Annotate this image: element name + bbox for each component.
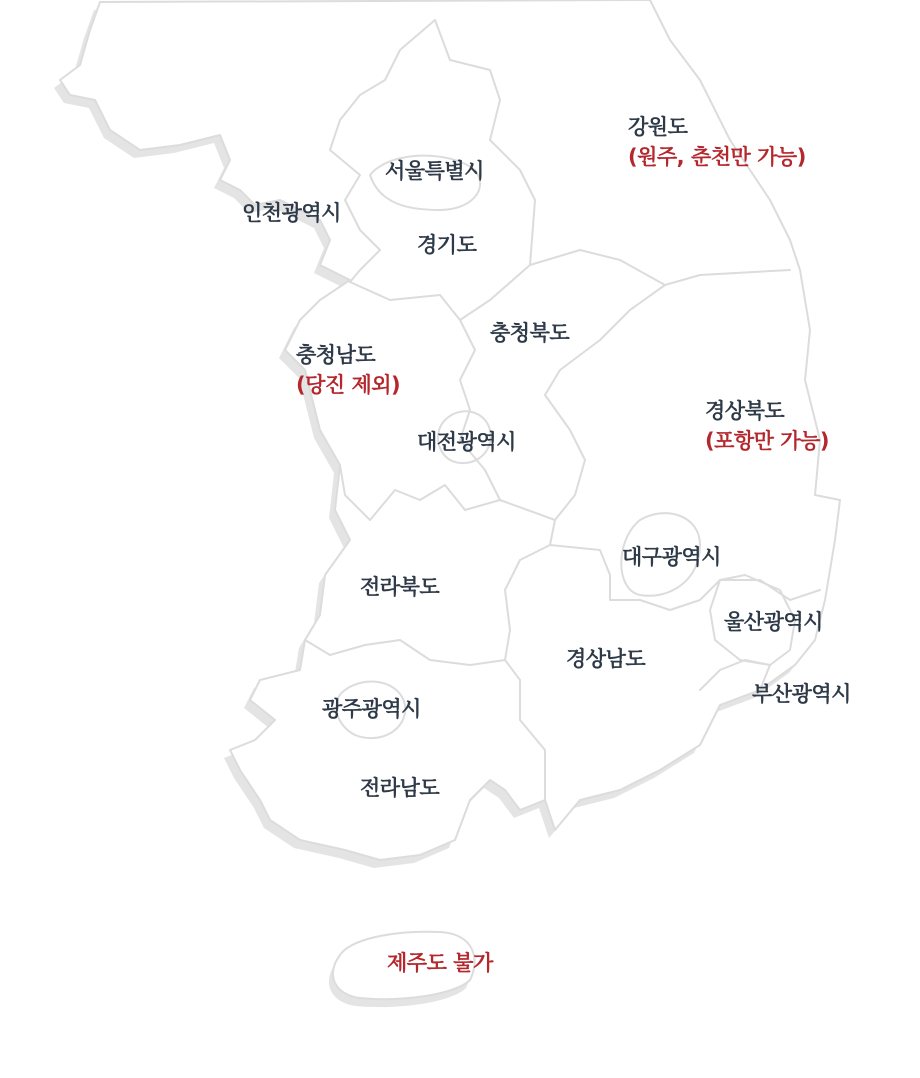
region-name-gyeonggi: 경기도 (417, 233, 477, 257)
region-label-ulsan[interactable] (724, 607, 823, 637)
region-name-busan: 부산광역시 (752, 682, 851, 706)
region-name-seoul: 서울특별시 (385, 159, 484, 183)
region-name-incheon: 인천광역시 (242, 201, 341, 225)
region-name-gyeongnam: 경상남도 (566, 647, 646, 671)
region-name-ulsan: 울산광역시 (724, 610, 823, 634)
region-label-incheon[interactable] (242, 198, 341, 228)
region-name-chungnam: 충청남도 (296, 343, 376, 367)
region-label-gyeonggi[interactable] (417, 230, 476, 260)
region-label-jeonbuk[interactable] (360, 572, 439, 602)
region-name-daegu: 대구광역시 (622, 545, 721, 569)
region-label-daegu[interactable] (622, 542, 721, 572)
region-label-gyeongnam[interactable] (566, 644, 645, 674)
region-name-gyeongbuk: 경상북도 (705, 399, 785, 423)
region-name-daejeon: 대전광역시 (417, 430, 516, 454)
region-name-gangwon: 강원도 (628, 115, 688, 139)
region-label-gwangju[interactable] (322, 694, 421, 724)
region-label-chungnam[interactable] (296, 340, 400, 400)
region-name-jeonbuk: 전라북도 (360, 575, 440, 599)
region-note-gyeongbuk: (포항만 가능) (705, 429, 829, 453)
region-label-jeju[interactable] (387, 948, 493, 978)
region-name-chungbuk: 충청북도 (490, 321, 570, 345)
region-name-jeju: 제주도 불가 (387, 951, 493, 975)
region-label-jeonnam[interactable] (360, 773, 439, 803)
region-label-gyeongbuk[interactable] (705, 396, 829, 456)
region-note-gangwon: (원주, 춘천만 가능) (628, 145, 806, 169)
region-label-chungbuk[interactable] (490, 318, 569, 348)
region-name-gwangju: 광주광역시 (322, 697, 421, 721)
region-label-seoul[interactable] (385, 156, 484, 186)
region-label-busan[interactable] (752, 679, 851, 709)
region-label-gangwon[interactable] (628, 112, 806, 172)
region-note-chungnam: (당진 제외) (296, 373, 401, 397)
region-name-jeonnam: 전라남도 (360, 776, 440, 800)
region-label-daejeon[interactable] (417, 427, 516, 457)
